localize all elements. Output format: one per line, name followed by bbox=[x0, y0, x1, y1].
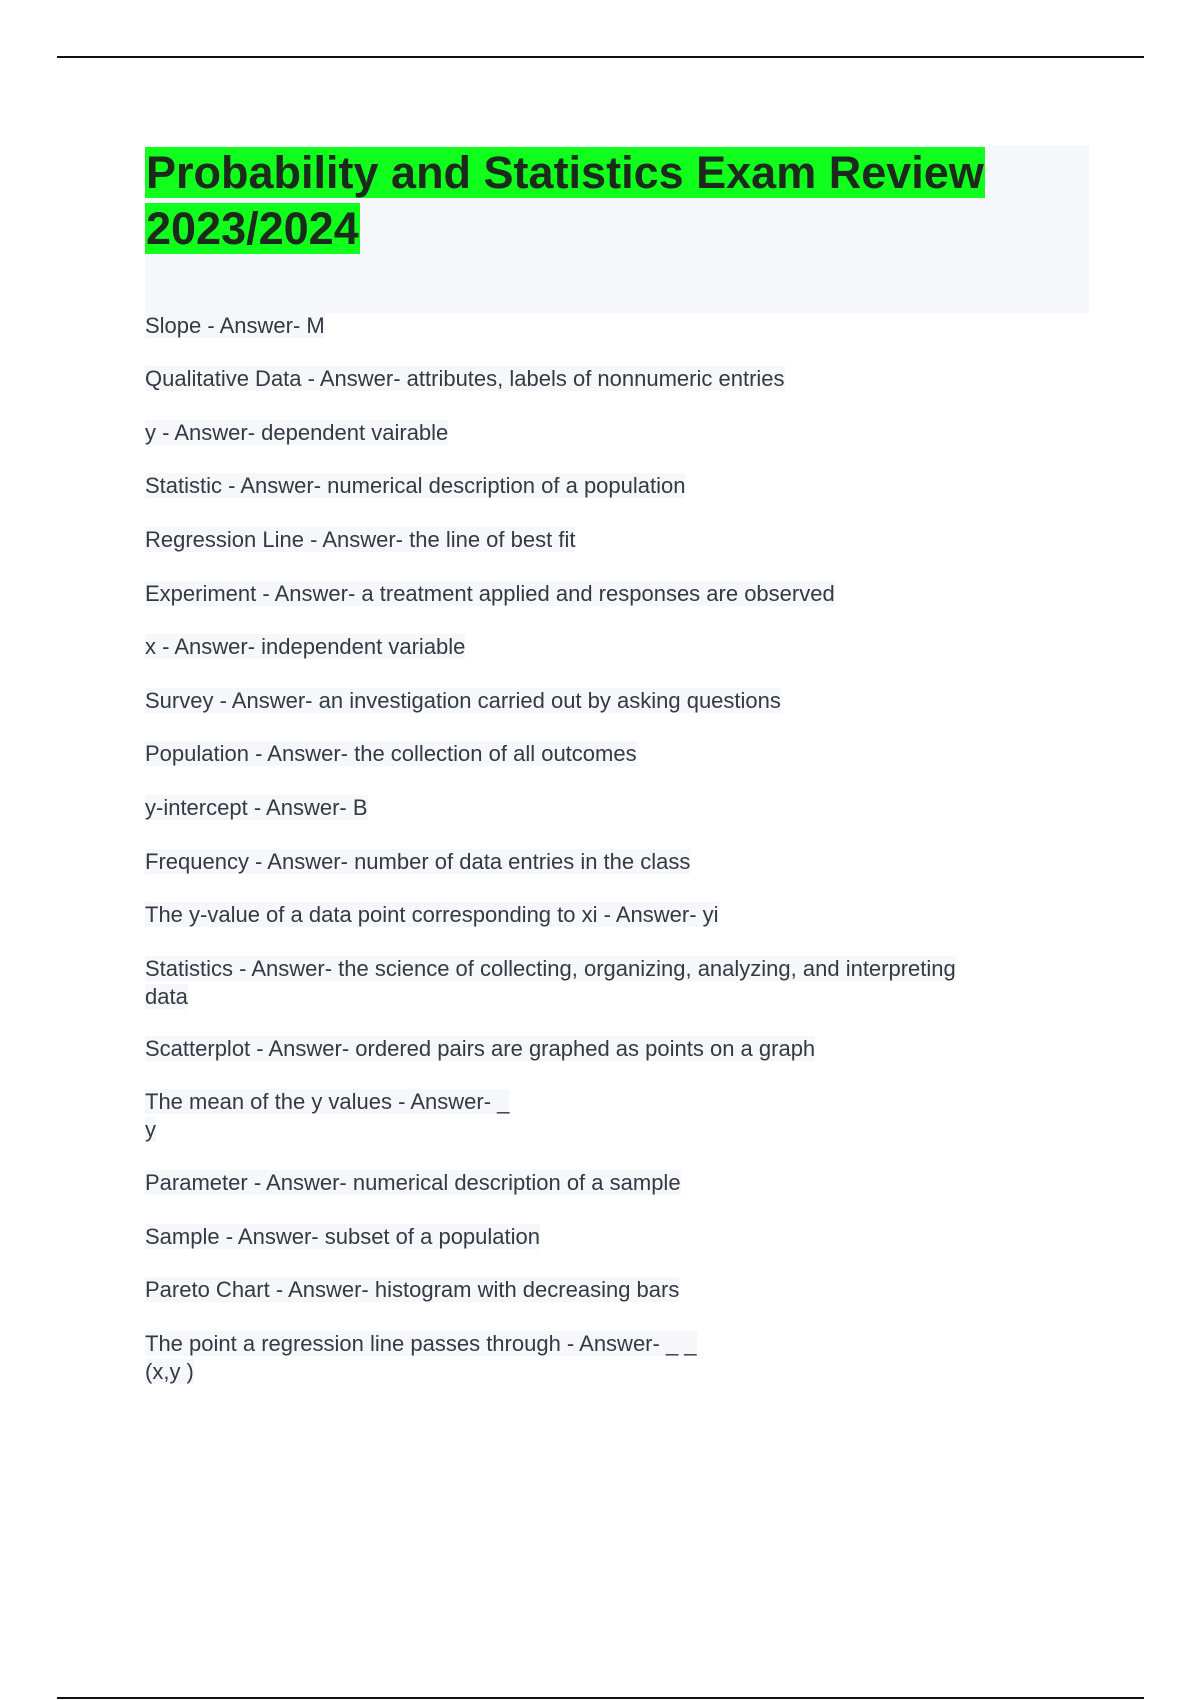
entry-item bbox=[145, 1274, 1045, 1306]
entry-item bbox=[145, 685, 1045, 717]
entry-text: Parameter - Answer- numerical description of a sample bbox=[145, 1170, 681, 1195]
entry-text: Statistics - Answer- the science of collecting, organizing, analyzing, and interpreting data bbox=[145, 956, 956, 1009]
entry-item bbox=[145, 470, 1045, 502]
entry-text: Sample - Answer- subset of a population bbox=[145, 1224, 541, 1249]
entry-text: y - Answer- dependent vairable bbox=[145, 420, 449, 445]
entry-text: Pareto Chart - Answer- histogram with decreasing bars bbox=[145, 1277, 680, 1302]
page-title bbox=[145, 145, 1089, 257]
entry-text: x - Answer- independent variable bbox=[145, 634, 466, 659]
bottom-rule bbox=[57, 1697, 1144, 1699]
entry-item bbox=[145, 363, 1045, 395]
title-block bbox=[145, 145, 1089, 313]
entry-item bbox=[145, 631, 1045, 663]
title-line-1: Probability and Statistics Exam Review bbox=[146, 147, 984, 198]
entry-item bbox=[145, 738, 1045, 770]
entry-item bbox=[145, 846, 1045, 878]
entry-text: The point a regression line passes through - Answer- _ _ (x,y ) bbox=[145, 1331, 697, 1384]
entry-text: Population - Answer- the collection of all outcomes bbox=[145, 741, 637, 766]
entry-item bbox=[145, 310, 1045, 342]
entry-item bbox=[145, 524, 1045, 556]
entry-text: The y-value of a data point corresponding to xi - Answer- yi bbox=[145, 902, 719, 927]
entry-text: The mean of the y values - Answer- _ y bbox=[145, 1089, 510, 1142]
entry-item bbox=[145, 1033, 1045, 1065]
entry-item bbox=[145, 417, 1045, 449]
entry-text: Frequency - Answer- number of data entries in the class bbox=[145, 849, 691, 874]
entry-text: Survey - Answer- an investigation carried out by asking questions bbox=[145, 688, 781, 713]
entry-item bbox=[145, 1086, 1045, 1146]
entry-text: Scatterplot - Answer- ordered pairs are graphed as points on a graph bbox=[145, 1036, 816, 1061]
entry-item bbox=[145, 899, 1045, 931]
entry-text: Experiment - Answer- a treatment applied and responses are observed bbox=[145, 581, 835, 606]
entry-item bbox=[145, 1328, 1045, 1388]
entry-text: Regression Line - Answer- the line of best fit bbox=[145, 527, 576, 552]
entry-text: y-intercept - Answer- B bbox=[145, 795, 368, 820]
top-rule bbox=[57, 56, 1144, 58]
entry-text: Qualitative Data - Answer- attributes, labels of nonnumeric entries bbox=[145, 366, 785, 391]
entry-text: Statistic - Answer- numerical description of a population bbox=[145, 473, 686, 498]
entry-item bbox=[145, 792, 1045, 824]
entry-item bbox=[145, 1221, 1045, 1253]
entry-item bbox=[145, 578, 1045, 610]
entry-text: Slope - Answer- M bbox=[145, 313, 325, 338]
title-line-2: 2023/2024 bbox=[146, 203, 359, 254]
entry-list bbox=[145, 310, 1045, 1388]
entry-item bbox=[145, 1167, 1045, 1199]
entry-item bbox=[145, 953, 1045, 1013]
